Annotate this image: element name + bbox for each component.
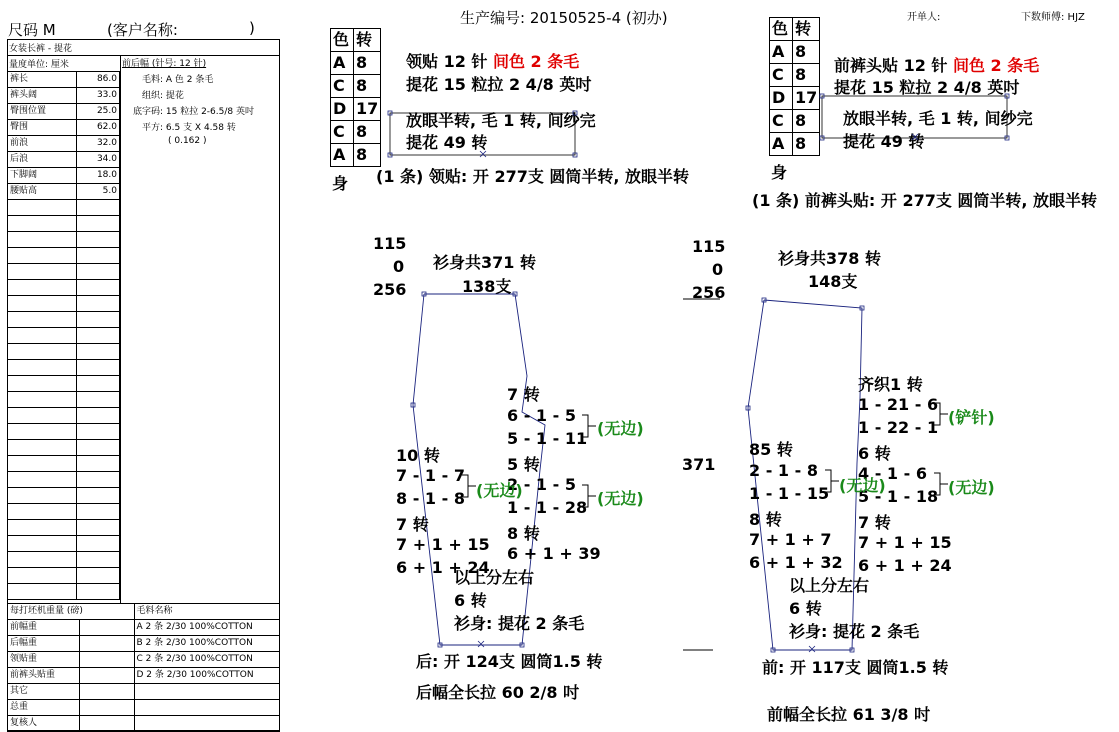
- color-turns: 8: [354, 75, 381, 98]
- front-left-turn8: 8 转: [749, 510, 782, 529]
- customer-label: (客户名称:: [107, 21, 178, 39]
- measurement-value: 32.0: [77, 136, 120, 152]
- color-code: D: [770, 87, 793, 110]
- front-turn6: 6 转: [789, 599, 822, 618]
- back-body-turns: 衫身共371 转: [433, 253, 536, 272]
- back-right-turn5: 5 转: [507, 455, 540, 474]
- back-right-3: 2 - 1 - 5: [507, 475, 576, 494]
- weight-label: 总重: [8, 700, 80, 716]
- collar-title-color: 间色 2 条毛: [492, 52, 580, 71]
- waistband-box: [822, 96, 1007, 138]
- back-length: 后幅全长拉 60 2/8 吋: [416, 683, 580, 702]
- front-top-num-3: 256: [692, 283, 726, 302]
- back-body-yarn: 衫身: 提花 2 条毛: [454, 614, 585, 633]
- density-spec: 底字码: 15 粒拉 2-6.5/8 英吋: [133, 107, 254, 117]
- front-left-turn85: 85 转: [749, 440, 793, 459]
- spec-title: 女装长裤 - 提花: [9, 44, 72, 54]
- front-left-2: 1 - 1 - 15: [749, 484, 830, 503]
- weight-label: 后幅重: [8, 636, 80, 652]
- yarn-name: C 2 条 2/30 100%COTTON: [134, 652, 280, 668]
- measurement-value: 25.0: [77, 104, 120, 120]
- measurement-value: 5.0: [77, 184, 120, 200]
- yarn-spec: 毛料: A 色 2 条毛: [142, 75, 214, 85]
- measurement-value: 33.0: [77, 88, 120, 104]
- collar-note: (1 条) 领贴: 开 277支 圆筒半转, 放眼半转: [376, 167, 690, 186]
- ratio-spec: ( 0.162 ): [168, 136, 207, 146]
- front-right-3: 4 - 1 - 6: [858, 464, 927, 483]
- front-left-4: 6 + 1 + 32: [749, 553, 843, 572]
- front-left-3: 7 + 1 + 7: [749, 530, 832, 549]
- back-right-1: 6 - 1 - 5: [507, 406, 576, 425]
- measurement-value: 86.0: [77, 72, 120, 88]
- knitter-label: 下数师傅: HJZ: [1021, 12, 1085, 23]
- creator-label: 开单人:: [907, 12, 941, 23]
- front-shovel: (铲针): [948, 408, 995, 427]
- collar-title-main: 领贴 12 针: [406, 52, 493, 71]
- front-length: 前幅全长拉 61 3/8 吋: [767, 705, 931, 724]
- collar-box: [390, 113, 575, 155]
- back-left-2: 8 - 1 - 8: [396, 489, 465, 508]
- weight-header: 每打坯机重量 (磅): [8, 604, 135, 620]
- front-right-5: 7 + 1 + 15: [858, 533, 952, 552]
- color-code: A: [770, 133, 793, 156]
- front-right-turn7: 7 转: [858, 513, 891, 532]
- color-code: C: [331, 121, 354, 144]
- size-label: 尺码 M: [8, 21, 56, 39]
- color-code: A: [331, 52, 354, 75]
- production-number: 生产编号: 20150525-4 (初办): [460, 9, 668, 27]
- waistband-title-color: 间色 2 条毛: [952, 56, 1040, 75]
- collar-density: 提花 15 粒拉 2 4/8 英吋: [406, 75, 592, 94]
- color-table-header-cell: 色: [770, 18, 793, 41]
- collar-box-line1: 放眼半转, 毛 1 转, 间纱完: [406, 111, 596, 130]
- measurement-name: 裤头阔: [8, 88, 77, 104]
- weight-label: 前幅重: [8, 620, 80, 636]
- color-code: A: [331, 144, 354, 167]
- color-turns: 17: [793, 87, 820, 110]
- square-spec: 平方: 6.5 支 X 4.58 转: [142, 123, 236, 133]
- back-left-3: 7 + 1 + 15: [396, 535, 490, 554]
- color-table-header-cell: 转: [793, 18, 820, 41]
- front-right-4: 5 - 1 - 18: [858, 487, 939, 506]
- front-body-yarn: 衫身: 提花 2 条毛: [789, 622, 920, 641]
- measurement-value: 62.0: [77, 120, 120, 136]
- density-title: 前后幅 (针号: 12 针): [122, 59, 207, 69]
- back-top-num-3: 256: [373, 280, 407, 299]
- color-code: D: [331, 98, 354, 121]
- back-left-turn7: 7 转: [396, 515, 429, 534]
- back-split-note: 以上分左右: [454, 568, 535, 587]
- color-turns: 8: [793, 110, 820, 133]
- customer-close: ): [249, 19, 255, 37]
- color-turns: 8: [793, 133, 820, 156]
- front-right-6: 6 + 1 + 24: [858, 556, 952, 575]
- measurement-value: 34.0: [77, 152, 120, 168]
- color-turns: 17: [354, 98, 381, 121]
- front-body-count: 148支: [808, 272, 858, 291]
- back-no-edge-3: (无边): [476, 481, 523, 500]
- waistband-density: 提花 15 粒拉 2 4/8 英吋: [834, 78, 1020, 97]
- color-code: C: [331, 75, 354, 98]
- back-right-5: 6 + 1 + 39: [507, 544, 601, 563]
- waistband-note: (1 条) 前裤头贴: 开 277支 圆筒半转, 放眼半转: [752, 191, 1098, 210]
- spec-unit: 量度单位: 厘米: [9, 60, 69, 70]
- yarn-name: D 2 条 2/30 100%COTTON: [134, 668, 280, 684]
- color-table-left-footer: 身: [332, 174, 349, 193]
- weight-label: 其它: [8, 684, 80, 700]
- front-right-turn6: 6 转: [858, 444, 891, 463]
- waistband-box-line2: 提花 49 转: [843, 132, 925, 151]
- yarn-name: B 2 条 2/30 100%COTTON: [134, 636, 280, 652]
- back-no-edge-1: (无边): [597, 419, 644, 438]
- front-open: 前: 开 117支 圆筒1.5 转: [762, 658, 949, 677]
- front-no-edge-right: (无边): [948, 478, 995, 497]
- back-no-edge-2: (无边): [597, 489, 644, 508]
- measurement-name: 腰贴高: [8, 184, 77, 200]
- front-right-2: 1 - 22 - 1: [858, 418, 939, 437]
- waistband-box-line1: 放眼半转, 毛 1 转, 间纱完: [843, 109, 1033, 128]
- collar-box-line2: 提花 49 转: [406, 133, 488, 152]
- measurement-name: 下脚阔: [8, 168, 77, 184]
- back-left-4: 6 + 1 + 24: [396, 558, 490, 577]
- back-open: 后: 开 124支 圆筒1.5 转: [416, 652, 603, 671]
- color-table-header-cell: 色: [331, 29, 354, 52]
- back-top-num-1: 115: [373, 234, 407, 253]
- front-no-edge-left: (无边): [839, 476, 886, 495]
- measurement-name: 后浪: [8, 152, 77, 168]
- color-turns: 8: [354, 121, 381, 144]
- color-code: A: [770, 41, 793, 64]
- front-left-1: 2 - 1 - 8: [749, 461, 818, 480]
- weight-label: 前裤头贴重: [8, 668, 80, 684]
- back-body-count: 138支: [462, 277, 512, 296]
- weight-label: 领贴重: [8, 652, 80, 668]
- back-right-turn7: 7 转: [507, 385, 540, 404]
- color-table-right-footer: 身: [771, 163, 788, 182]
- front-top-num-2: 0: [712, 260, 724, 279]
- front-body-turns: 衫身共378 转: [778, 249, 881, 268]
- back-right-turn8: 8 转: [507, 524, 540, 543]
- color-turns: 8: [793, 64, 820, 87]
- color-turns: 8: [354, 144, 381, 167]
- front-right-1: 1 - 21 - 6: [858, 395, 939, 414]
- front-right-even: 齐织1 转: [858, 375, 923, 394]
- front-side-num: 371: [682, 455, 716, 474]
- weight-label: 复核人: [8, 716, 80, 732]
- back-left-1: 7 - 1 - 7: [396, 466, 465, 485]
- back-turn6: 6 转: [454, 591, 487, 610]
- structure-spec: 组织: 提花: [142, 91, 184, 101]
- back-left-turn10: 10 转: [396, 446, 440, 465]
- front-split-note: 以上分左右: [789, 576, 870, 595]
- color-code: C: [770, 64, 793, 87]
- yarn-name: A 2 条 2/30 100%COTTON: [134, 620, 280, 636]
- measurement-name: 前浪: [8, 136, 77, 152]
- yarn-header: 毛料名称: [134, 604, 280, 620]
- waistband-title-main: 前裤头贴 12 针: [834, 56, 953, 75]
- color-turns: 8: [354, 52, 381, 75]
- color-code: C: [770, 110, 793, 133]
- back-right-4: 1 - 1 - 28: [507, 498, 588, 517]
- back-right-2: 5 - 1 - 11: [507, 429, 588, 448]
- color-table-header-cell: 转: [354, 29, 381, 52]
- measurement-name: 臀围: [8, 120, 77, 136]
- measurement-name: 裤长: [8, 72, 77, 88]
- measurement-name: 臀围位置: [8, 104, 77, 120]
- measurement-value: 18.0: [77, 168, 120, 184]
- back-top-num-2: 0: [393, 257, 405, 276]
- color-turns: 8: [793, 41, 820, 64]
- front-top-num-1: 115: [692, 237, 726, 256]
